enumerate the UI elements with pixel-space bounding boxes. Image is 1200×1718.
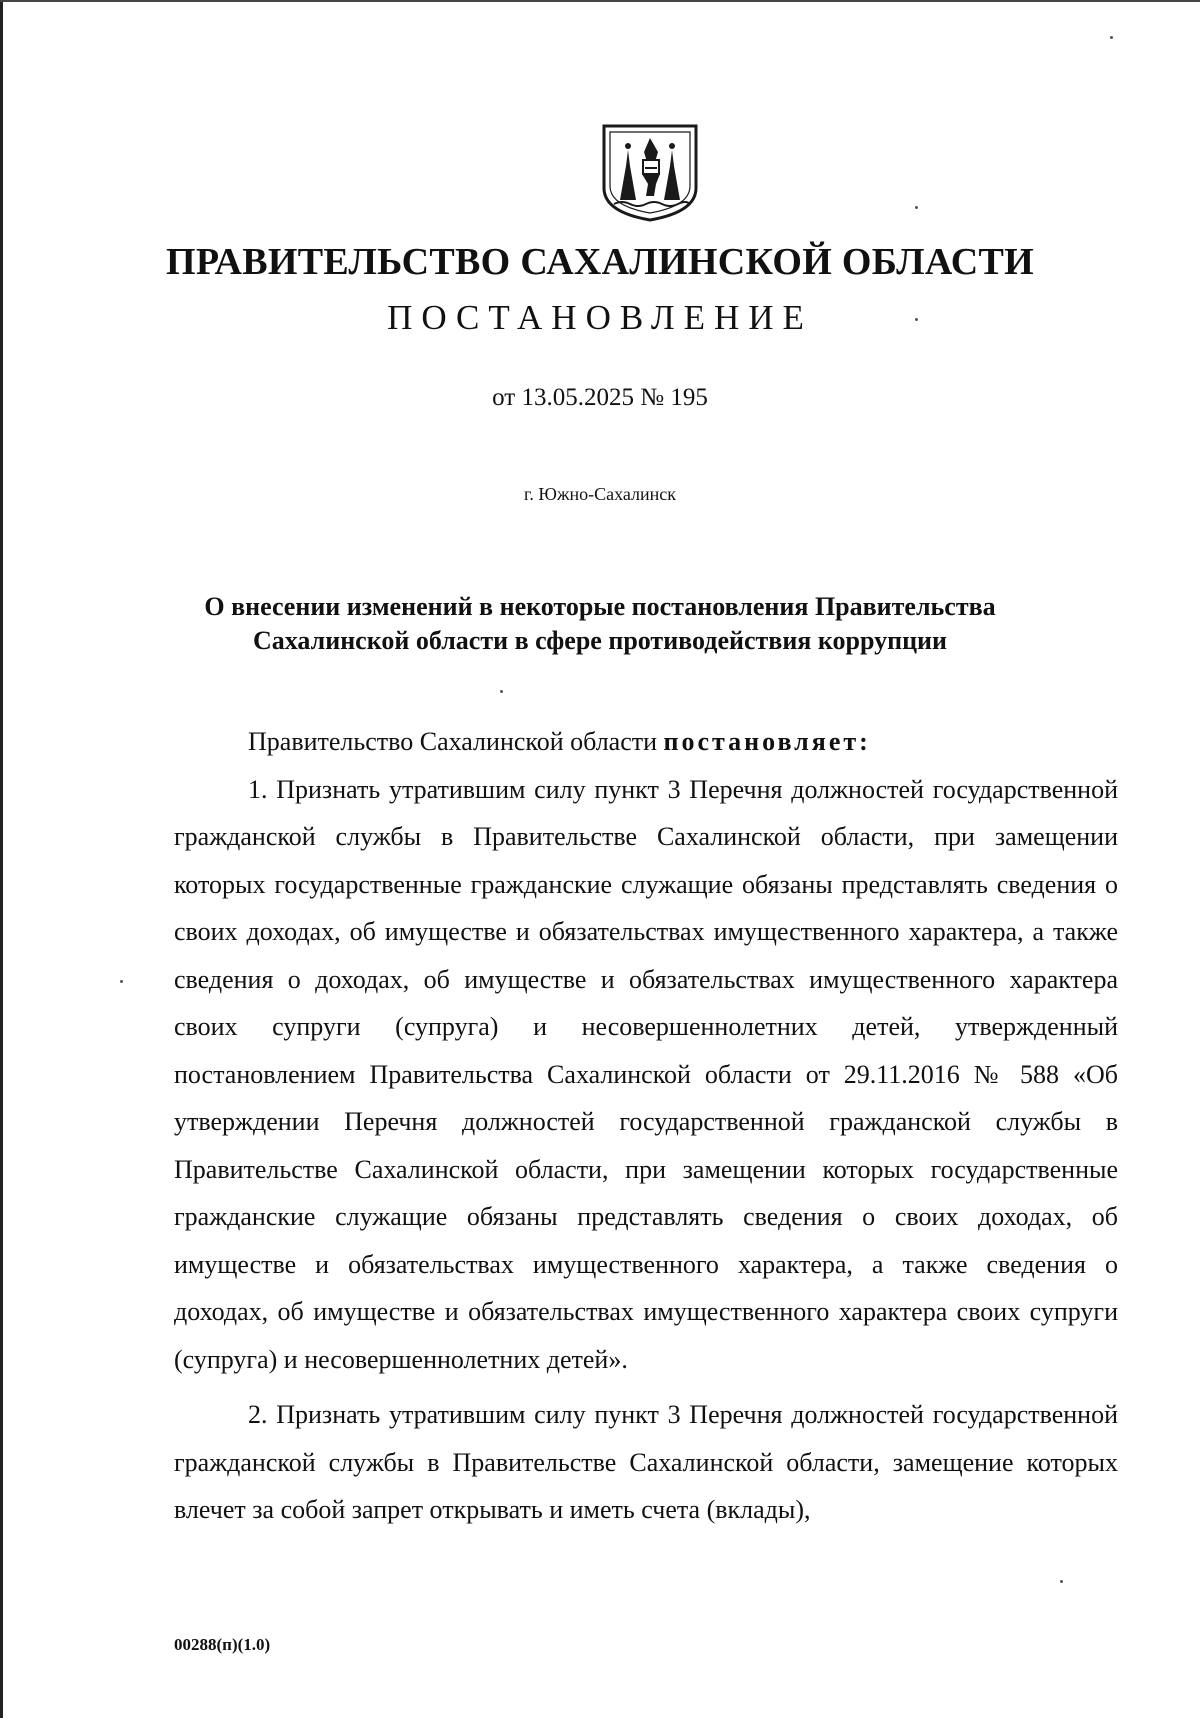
government-title: ПРАВИТЕЛЬСТВО САХАЛИНСКОЙ ОБЛАСТИ: [166, 241, 1034, 283]
subject-line-1: О внесении изменений в некоторые постановления Правительства: [204, 592, 996, 621]
sakhalin-coat-of-arms-icon: [600, 122, 700, 222]
scan-speck: [915, 206, 918, 209]
scan-speck: [1060, 1580, 1063, 1583]
scan-speck: [915, 318, 918, 321]
scan-speck: [500, 690, 503, 693]
scan-top-edge: [0, 0, 1200, 2]
footer-document-code: 00288(п)(1.0): [174, 1635, 271, 1654]
subject-line-2: Сахалинской области в сфере противодействия коррупции: [252, 626, 948, 655]
document-city: г. Южно-Сахалинск: [523, 484, 677, 504]
paragraph-1: 1. Признать утратившим силу пункт 3 Перечня должностей государственной гражданской службы в Правительстве Сахалинской области, при замещении которых государственные гражданские служащие обязаны представлять сведения о своих доходах, об имуществе и обязательствах имущественного характера, а также сведения о доходах, об имуществе и обязательствах имущественного характера своих супруги (супруга) и несовершеннолетних детей, утвержденный постановлением Правительства Сахалинской области от 29.11.2016 № 588 «Об утверждении Перечня должностей государственной гражданской службы в Правительстве Сахалинской области, при замещении которых государственные гражданские служащие обязаны представлять сведения о своих доходах, об имуществе и обязательствах имущественного характера, а также сведения о доходах, об имуществе и обязательствах имущественного характера своих супруги (супруга) и несовершеннолетних детей».: [174, 774, 1118, 1374]
paragraph-2: 2. Признать утратившим силу пункт 3 Перечня должностей государственной гражданской службы в Правительстве Сахалинской области, замещение которых влечет за собой запрет открывать и иметь счета (вклады),: [174, 1400, 1118, 1524]
document-date-number: от 13.05.2025 № 195: [492, 384, 708, 411]
scan-speck: [1110, 36, 1113, 39]
document-type: ПОСТАНОВЛЕНИЕ: [387, 298, 813, 337]
scan-speck: [120, 980, 123, 983]
document-subject: [150, 590, 1050, 658]
intro-text: Правительство Сахалинской области: [248, 727, 664, 756]
intro-paragraph: [174, 718, 1118, 766]
document-body: [174, 718, 1118, 1534]
intro-emphasis: постановляет:: [663, 727, 871, 756]
